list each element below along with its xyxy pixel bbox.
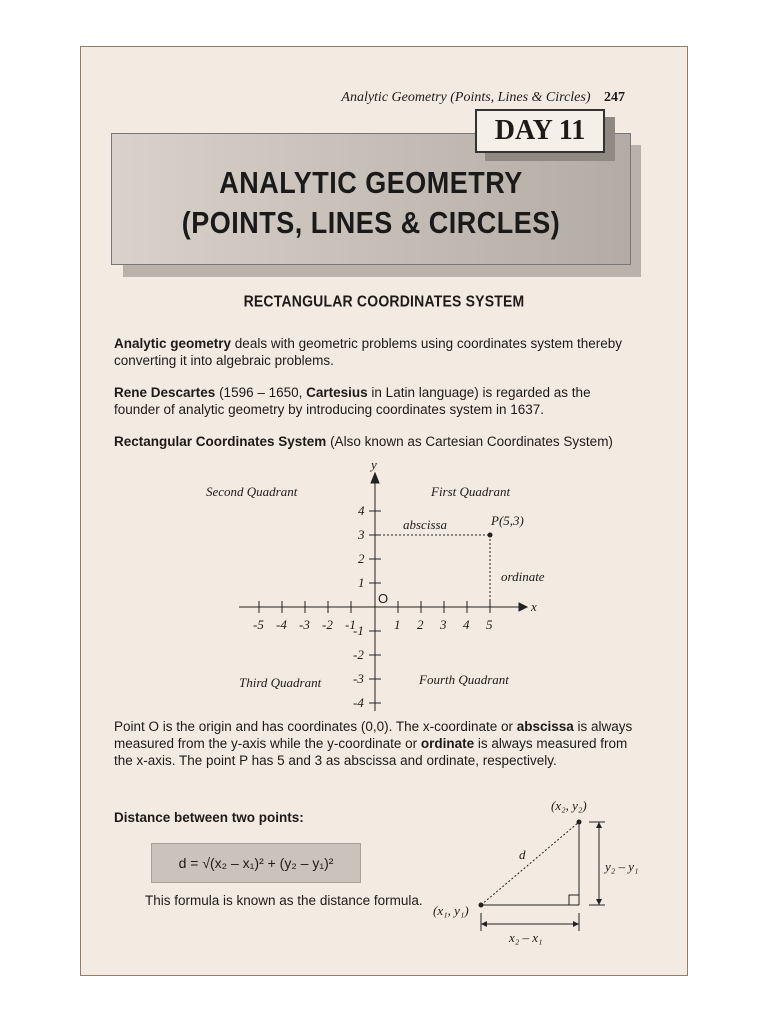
x-axis-arrow [519,603,527,611]
page-number: 247 [604,90,625,105]
y-tick-label-neg3: -3 [353,671,364,686]
x-tick-label-neg3: -3 [299,617,310,632]
distance-diagram [423,787,683,947]
y-axis-label: y [371,457,377,472]
distance-formula: d = √(x₂ – x₁)² + (y₂ – y₁)² [151,843,361,883]
term-abscissa: abscissa [516,719,574,734]
para4-text1: Point O is the origin and has coordinates (0,0). The x-coordinate or [114,719,517,734]
ordinate-label: ordinate [501,569,545,584]
horizontal-label: x₂ – x₁ [509,930,543,945]
third-quadrant-label: Third Quadrant [239,675,322,690]
para4-text3: is always measured from the x-axis. The point P has 5 and 3 as abscissa and ordinate, respectively. [114,736,628,768]
distance-heading: Distance between two points: [114,810,304,825]
x-tick-label-neg5: -5 [253,617,264,632]
para3-text: (Also known as Cartesian Coordinates System) [326,434,613,449]
running-title: Analytic Geometry (Points, Lines & Circles) [341,90,591,105]
x-tick-label-4: 4 [463,617,470,632]
x-tick-label-5: 5 [486,617,493,632]
day-label: DAY 11 [475,109,605,153]
y-tick-label-neg1: -1 [353,623,364,638]
paragraph-rect-system [114,433,634,450]
term-ordinate: ordinate [420,736,475,751]
x-tick-label-neg1: -1 [345,617,356,632]
paragraph-origin [114,718,634,769]
vertical-label: y₂ – y₁ [605,859,639,874]
y-tick-label-neg4: -4 [353,695,364,710]
point-1 [479,903,484,908]
paragraph-descartes [114,384,634,418]
y-tick-label-3: 3 [358,527,365,542]
para2-dates: (1596 – 1650, [215,385,307,400]
point-p [488,533,493,538]
x-axis-label: x [531,599,537,614]
x-tick-label-2: 2 [417,617,424,632]
point-p-label: P(5,3) [491,513,524,528]
y-tick-label-1: 1 [358,575,365,590]
x-tick-label-neg4: -4 [276,617,287,632]
second-quadrant-label: Second Quadrant [206,484,298,499]
book-page [80,46,688,976]
fourth-quadrant-label: Fourth Quadrant [419,672,509,687]
hypotenuse-d [481,822,579,905]
y-tick-label-neg2: -2 [353,647,364,662]
x-tick-label-neg2: -2 [322,617,333,632]
paragraph-analytic-geometry [114,335,634,369]
para4-text2: is always measured from the y-axis while the y-coordinate or [114,719,633,751]
running-header [81,90,625,106]
name-cartesius: Cartesius [306,385,368,400]
section-title: RECTANGULAR COORDINATES SYSTEM [243,292,525,310]
origin-label: O [378,591,389,606]
first-quadrant-label: First Quadrant [431,484,511,499]
term-analytic-geometry: Analytic geometry [114,336,232,351]
point-1-label: (x₁, y₁) [433,903,469,918]
y-axis-arrow [371,473,379,483]
formula-note: This formula is known as the distance formula. [145,893,423,908]
para2-text: in Latin language) is regarded as the founder of analytic geometry by introducing coordinates system in 1637. [114,385,591,417]
name-descartes: Rene Descartes [114,385,216,400]
chapter-title [111,163,631,244]
chapter-title-line1: ANALYTIC GEOMETRY [219,166,523,200]
abscissa-label: abscissa [403,517,448,532]
x-tick-label-3: 3 [440,617,447,632]
point-2 [577,820,582,825]
para1-text: deals with geometric problems using coordinates system thereby converting it into algebraic problems. [114,336,622,368]
coordinate-plane [181,451,561,721]
point-2-label: (x₂, y₂) [551,798,587,813]
distance-d-label: d [519,847,526,862]
y-tick-label-4: 4 [358,503,365,518]
chapter-title-line2: (POINTS, LINES & CIRCLES) [181,206,561,240]
y-tick-label-2: 2 [358,551,365,566]
term-rect-system: Rectangular Coordinates System [114,434,327,449]
x-tick-label-1: 1 [394,617,401,632]
right-angle-mark [569,895,579,905]
